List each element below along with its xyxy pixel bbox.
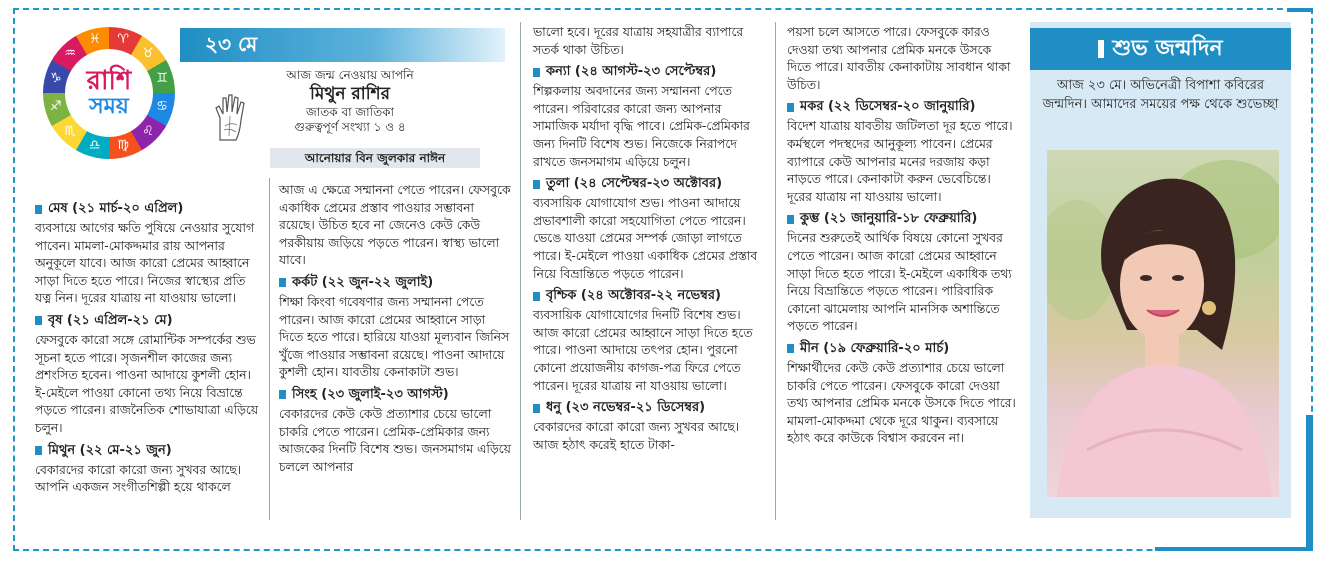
- bullet-square-icon: [279, 390, 286, 399]
- sign-heading-text: কন্যা (২৪ আগস্ট-২৩ সেপ্টেম্বর): [546, 64, 717, 80]
- sign-text-libra: ব্যবসায়িক যোগাযোগ শুভ। পাওনা আদায়ে প্রভাবশালী কারো সহযোগিতা পেতে পারেন। ভেঙে যাওয়া প্রেমের সম্পর্ক জোড়া লাগতে পারে। ই-মেইলে পাওয়া একাধিক প্রেমের প্রস্তাব নিয়ে বিভ্রান্তিতে পড়তে পারেন।: [533, 196, 758, 281]
- capricorn-icon: ♑: [50, 70, 62, 86]
- pisces-icon: ♓: [88, 31, 101, 47]
- sign-text-sagittarius-cont: পয়সা চলে আসতে পারে। ফেসবুকে কারও দেওয়া তথ্য আপনার প্রেমিক মনকে উসকে দিতে পারে। যাবতীয় কেনাকাটায় সাবধান থাকা উচিত।: [787, 25, 1011, 92]
- bullet-square-icon: [533, 404, 540, 413]
- column-3: [533, 24, 767, 457]
- column-2: [279, 182, 512, 479]
- bullet-square-icon: [787, 215, 794, 224]
- intro-line-3: জাতক বা জাতিকা: [306, 105, 394, 119]
- corner-accent-bottom: [1155, 547, 1313, 551]
- sign-heading-text: ধনু (২৩ নভেম্বর-২১ ডিসেম্বর): [546, 400, 706, 416]
- corner-accent-right: [1306, 415, 1313, 551]
- sign-heading-text: সিংহ (২৩ জুলাই-২৩ আগস্ট): [292, 386, 449, 402]
- sign-text-sagittarius: বেকারদের কারো কারো জন্য সুখবর আছে। আজ হঠাৎ করেই হাতে টাকা-: [533, 420, 740, 452]
- sign-heading-taurus: [35, 311, 261, 331]
- scorpio-icon: ♏: [64, 123, 76, 139]
- bullet-square-icon: [35, 316, 42, 325]
- sign-text-leo: বেকারদের কেউ কেউ প্রত্যাশার চেয়ে ভালো চাকরি পেতে পারেন। প্রেমিক-প্রেমিকার জন্য আজকের দিনটি বিশেষ শুভ। জনসমাগম এড়িয়ে চললে আপনার: [279, 406, 511, 474]
- sign-heading-text: বৃষ (২১ এপ্রিল-২১ মে): [48, 312, 173, 328]
- sign-heading-virgo: [533, 62, 767, 82]
- sign-text-taurus: ফেসবুকে কারো সঙ্গে রোমান্টিক সম্পর্কের শুভ সূচনা হতে পারে। সৃজনশীল কাজের জন্য প্রশংসিত হবেন। পাওনা আদায়ে কুশলী হোন। ই-মেইলে পাওয়া কোনো তথ্য নিয়ে বিভ্রান্তে পড়তে পারেন। রাজনৈতিক শোভাযাত্রা এড়িয়ে চলুন।: [35, 332, 259, 435]
- aries-icon: ♈: [117, 31, 130, 47]
- sign-heading-libra: [533, 174, 767, 194]
- sign-text-leo-cont: ভালো হবে। দূরের যাত্রায় সহযাত্রীর ব্যাপারে সতর্ক থাকা উচিত।: [533, 25, 744, 57]
- sign-heading-text: কুম্ভ (২১ জানুয়ারি-১৮ ফেব্রুয়ারি): [800, 211, 978, 227]
- intro-block: [265, 68, 435, 135]
- sign-heading-text: মেষ (২১ মার্চ-২০ এপ্রিল): [48, 201, 184, 216]
- intro-sign: মিথুন রাশির: [310, 84, 390, 104]
- sign-heading-gemini: [35, 441, 261, 461]
- intro-numbers: গুরুত্বপূর্ণ সংখ্যা ১ ও ৪: [294, 120, 406, 134]
- sign-heading-text: বৃশ্চিক (২৪ অক্টোবর-২২ নভেম্বর): [546, 288, 721, 304]
- bullet-square-icon: [787, 344, 794, 353]
- virgo-icon: ♍: [117, 138, 130, 154]
- sign-text-capricorn: বিদেশ যাত্রায় যাবতীয় জটিলতা দূর হতে পারে। কর্মস্থলে পদস্থদের আনুকূল্য পাবেন। প্রেমের ব্যাপারে কেউ আপনার মনের দরজায় কড়া নাড়তে পারে। কেনাকাটা করুন ভেবেচিন্তে। দূরের যাত্রায় না যাওয়ায় ভালো।: [787, 119, 1013, 204]
- sign-heading-aquarius: [787, 209, 1017, 229]
- rashi-somoy-logo: [43, 27, 175, 159]
- date-label: ২৩ মে: [205, 32, 258, 56]
- sign-heading-text: তুলা (২৪ সেপ্টেম্বর-২৩ অক্টোবর): [546, 176, 723, 192]
- birthday-heading-text: শুভ জন্মদিন: [1112, 36, 1223, 61]
- libra-icon: ♎: [88, 138, 101, 154]
- sign-heading-aries: [35, 199, 261, 219]
- column-divider: [269, 178, 270, 520]
- logo-title: রাশি: [86, 66, 132, 96]
- palm-icon: [212, 92, 252, 142]
- sign-heading-text: মিথুন (২২ মে-২১ জুন): [48, 442, 172, 458]
- taurus-icon: ♉: [142, 46, 154, 62]
- sagittarius-icon: ♐: [50, 99, 62, 115]
- portrait-illustration: [1047, 150, 1279, 497]
- bullet-square-icon: [35, 205, 42, 214]
- sign-heading-pisces: [787, 339, 1017, 359]
- bullet-square-icon: [35, 446, 42, 455]
- logo-center: [65, 49, 153, 137]
- sign-text-scorpio: ব্যবসায়িক যোগাযোগের দিনটি বিশেষ শুভ। আজ কারো প্রেমের আহ্বানে সাড়া দিতে হতে পারে। পাওনা আদায়ে তৎপর হোন। পুরনো কোনো প্রয়োজনীয় কাগজ-পত্র ফিরে পেতে পারেন। দূরের যাত্রায় না যাওয়ায় ভালো।: [533, 308, 753, 393]
- bullet-square-icon: [533, 68, 540, 77]
- column-1: [35, 196, 261, 500]
- sign-text-aries: ব্যবসায়ে আগের ক্ষতি পুষিয়ে নেওয়ার সুযোগ পাবেন। মামলা-মোকদ্দমার রায় আপনার অনুকূলে যাবে। আজ কারো প্রেমের আহ্বানে সাড়া দিতে হতে পারে। নিজের স্বাস্থ্যের প্রতি যত্ন নিন। দূরের যাত্রায় না যাওয়ায় ভালো।: [35, 221, 255, 306]
- birthday-message: আজ ২৩ মে। অভিনেত্রী বিপাশা কবিরের জন্মদিন। আমাদের সময়ের পক্ষ থেকে শুভেচ্ছা: [1042, 78, 1279, 112]
- sign-heading-text: কর্কট (২২ জুন-২২ জুলাই): [292, 274, 434, 290]
- bullet-square-icon: [279, 278, 286, 287]
- column-divider: [775, 22, 776, 520]
- sign-heading-scorpio: [533, 286, 767, 306]
- sign-heading-leo: [279, 385, 512, 405]
- bullet-square-icon: [533, 292, 540, 301]
- sign-text-gemini: বেকারদের কারো কারো জন্য সুখবর আছে। আপনি একজন সংগীতশিল্পী হয়ে থাকলে: [35, 462, 242, 495]
- column-divider: [520, 22, 521, 520]
- leo-icon: ♌: [142, 123, 154, 139]
- sign-heading-sagittarius: [533, 398, 767, 418]
- author-byline: আনোয়ার বিন জুলকার নাঈন: [270, 148, 480, 168]
- sign-heading-text: মকর (২২ ডিসেম্বর-২০ জানুয়ারি): [800, 99, 976, 115]
- birthday-heading: [1030, 28, 1291, 70]
- birthday-photo: [1047, 150, 1279, 497]
- sign-text-aquarius: দিনের শুরুতেই আর্থিক বিষয়ে কোনো সুখবর পেতে পারেন। আজ কারো প্রেমের আহ্বানে সাড়া দিতে হতে পারে। ই-মেইলে একাধিক তথ্য নিয়ে বিভ্রান্তিতে পড়তে পারেন। পারিবারিক কোনো ঝামেলায় আপনি মানসিক অশান্তিতে পড়তে পারেন।: [787, 231, 1012, 334]
- sign-text-pisces: শিক্ষার্থীদের কেউ কেউ প্রত্যাশার চেয়ে ভালো চাকরি পেতে পারেন। ফেসবুকে কারো দেওয়া তথ্য আপনার প্রেমিক মনকে উসকে দিতে পারে। মামলা-মোকদ্দমা থেকে দূরে থাকুন। ব্যবসায়ে হঠাৎ করে কাউকে বিশ্বাস করবেন না।: [787, 360, 1016, 446]
- corner-accent-top: [1287, 8, 1313, 12]
- logo-subtitle: সময়: [89, 94, 129, 119]
- sign-text-virgo: শিল্পকলায় অবদানের জন্য সম্মাননা পেতে পারেন। পরিবারের কারো জন্য আপনার সামাজিক মর্যাদা বৃদ্ধি পাবে। প্রেমিক-প্রেমিকার জন্য দিনটি বিশেষ শুভ। নিজেকে নিরাপদে রাখতে জনসমাগম এড়িয়ে চলুন।: [533, 84, 750, 169]
- cancer-icon: ♋: [156, 99, 168, 115]
- bullet-square-icon: [533, 180, 540, 189]
- gemini-icon: ♊: [156, 70, 168, 86]
- bullet-square-icon: [787, 103, 794, 112]
- heading-bar-icon: [1098, 40, 1104, 58]
- aquarius-icon: ♒: [64, 46, 76, 62]
- sign-heading-capricorn: [787, 97, 1017, 117]
- sign-text-cancer: শিক্ষা কিংবা গবেষণার জন্য সম্মাননা পেতে পারেন। আজ কারো প্রেমের আহ্বানে সাড়া দিতে হতে পারে। হারিয়ে যাওয়া মূল্যবান জিনিস খুঁজে পাওয়ার সম্ভাবনা রয়েছে। পাওনা আদায়ে কুশলী হোন। যাবতীয় কেনাকাটা শুভ।: [279, 294, 510, 380]
- sign-text-gemini-cont: আজ এ ক্ষেত্রে সম্মাননা পেতে পারেন। ফেসবুকে একাধিক প্রেমের প্রস্তাব পাওয়ার সম্ভাবনা রয়েছে। উচিত হবে না জেনেও কেউ কেউ পরকীয়ায় জড়িয়ে পড়তে পারেন। স্বাস্থ্য ভালো যাবে।: [279, 183, 511, 268]
- sign-heading-cancer: [279, 273, 512, 293]
- sign-heading-text: মীন (১৯ ফেব্রুয়ারি-২০ মার্চ): [800, 340, 950, 356]
- intro-line-1: আজ জন্ম নেওয়ায় আপনি: [286, 68, 414, 82]
- column-4: [787, 24, 1017, 451]
